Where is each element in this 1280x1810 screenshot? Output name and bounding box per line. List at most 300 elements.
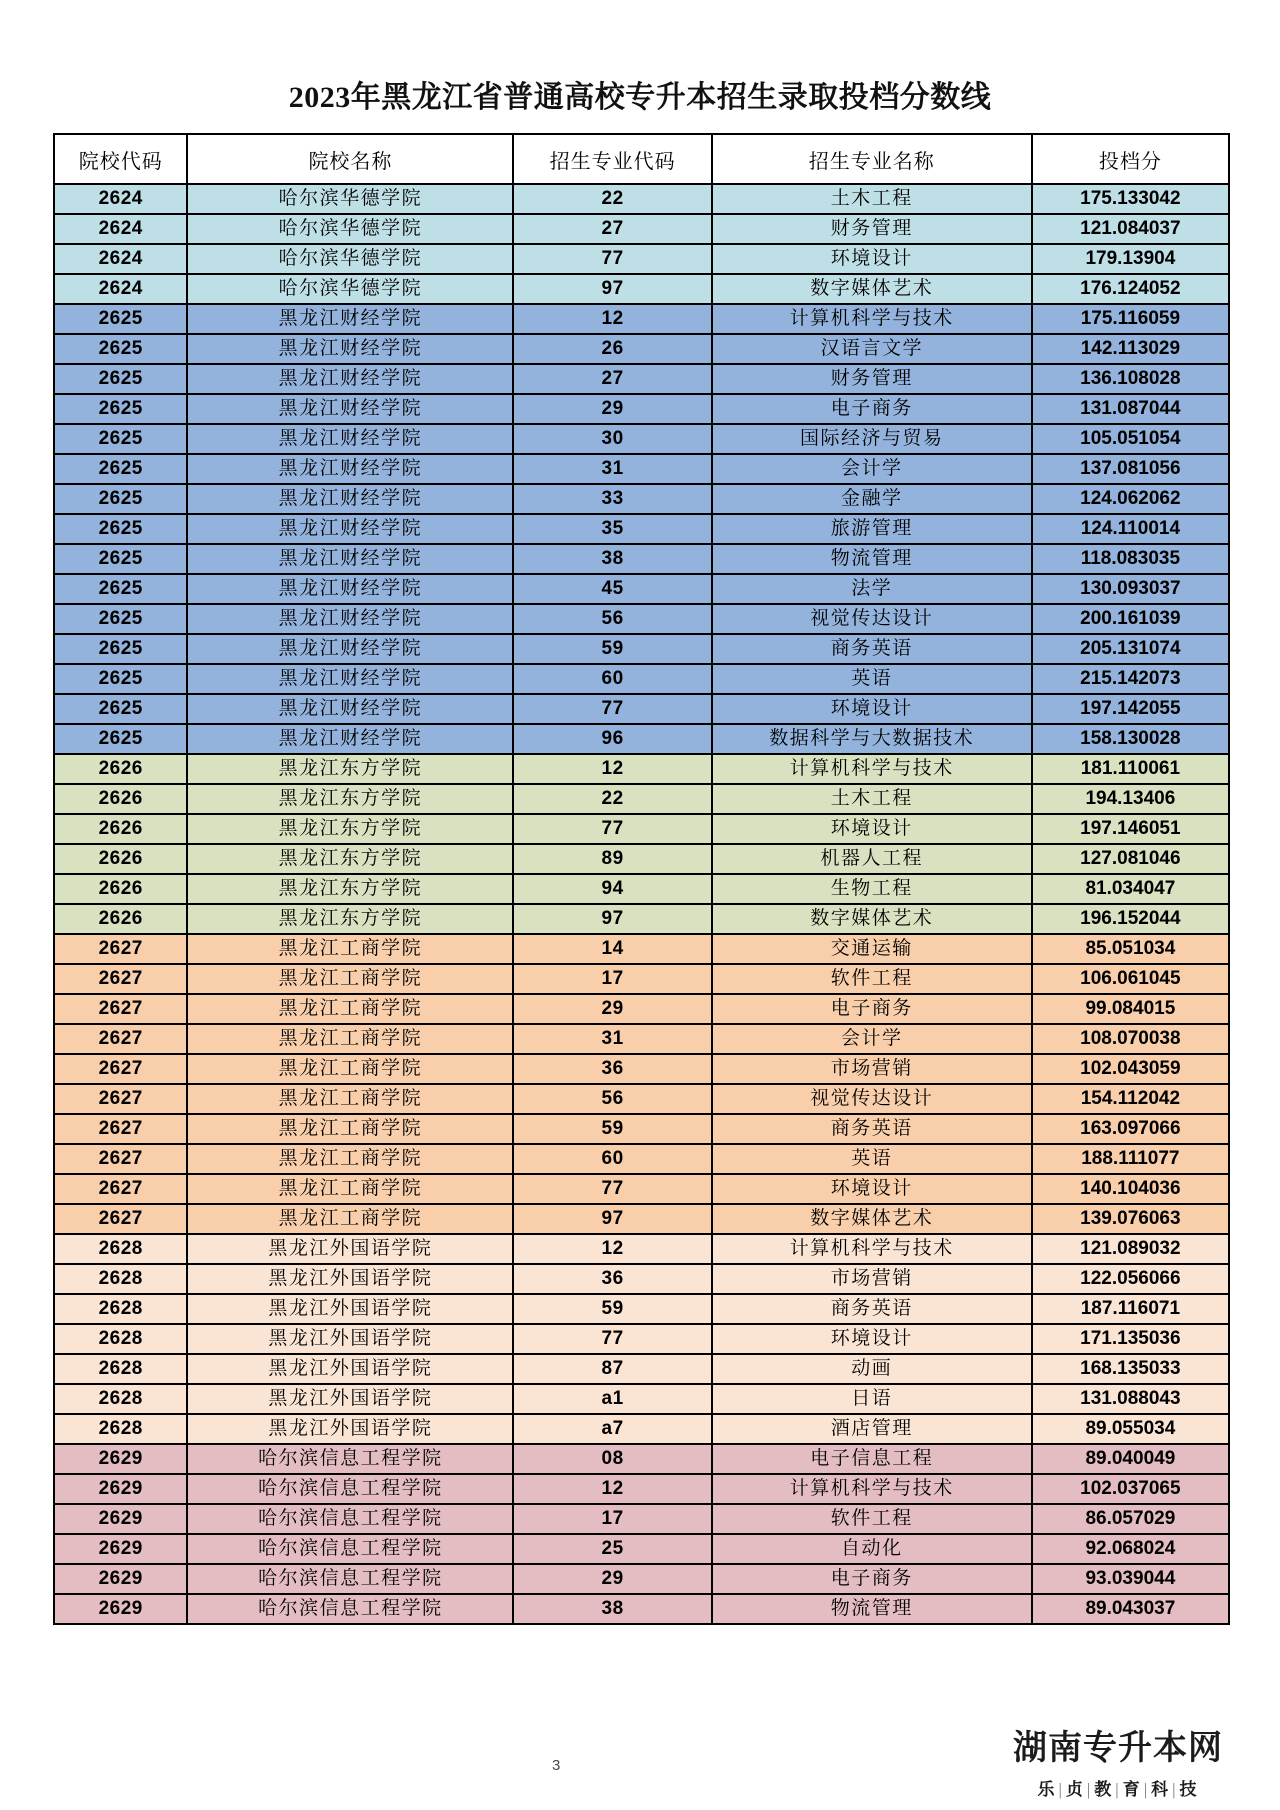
cell-major-code: 26 bbox=[513, 334, 711, 364]
cell-school-code: 2628 bbox=[54, 1234, 187, 1264]
cell-school-code: 2627 bbox=[54, 1144, 187, 1174]
cell-school-name: 黑龙江工商学院 bbox=[187, 1084, 513, 1114]
table-row bbox=[54, 424, 1229, 454]
cell-major-code: 97 bbox=[513, 1204, 711, 1234]
cell-major-code: 25 bbox=[513, 1534, 711, 1564]
cell-school-code: 2625 bbox=[54, 424, 187, 454]
cell-major-code: a1 bbox=[513, 1384, 711, 1414]
cell-score: 175.133042 bbox=[1032, 184, 1229, 214]
cell-school-code: 2628 bbox=[54, 1264, 187, 1294]
cell-school-name: 哈尔滨华德学院 bbox=[187, 244, 513, 274]
cell-school-code: 2624 bbox=[54, 274, 187, 304]
column-header-school-code: 院校代码 bbox=[54, 134, 187, 184]
cell-major-code: 77 bbox=[513, 694, 711, 724]
column-header-major-code: 招生专业代码 bbox=[513, 134, 711, 184]
cell-major-code: 59 bbox=[513, 1114, 711, 1144]
cell-score: 140.104036 bbox=[1032, 1174, 1229, 1204]
table-row bbox=[54, 514, 1229, 544]
cell-score: 163.097066 bbox=[1032, 1114, 1229, 1144]
cell-school-name: 哈尔滨信息工程学院 bbox=[187, 1534, 513, 1564]
cell-major-name: 会计学 bbox=[712, 1024, 1032, 1054]
cell-school-code: 2625 bbox=[54, 454, 187, 484]
cell-score: 106.061045 bbox=[1032, 964, 1229, 994]
cell-school-name: 哈尔滨华德学院 bbox=[187, 274, 513, 304]
cell-school-code: 2629 bbox=[54, 1594, 187, 1624]
table-header bbox=[54, 134, 1229, 184]
cell-school-code: 2625 bbox=[54, 664, 187, 694]
cell-score: 85.051034 bbox=[1032, 934, 1229, 964]
cell-score: 137.081056 bbox=[1032, 454, 1229, 484]
cell-school-code: 2628 bbox=[54, 1414, 187, 1444]
cell-major-name: 自动化 bbox=[712, 1534, 1032, 1564]
cell-major-name: 国际经济与贸易 bbox=[712, 424, 1032, 454]
table-row bbox=[54, 304, 1229, 334]
cell-score: 105.051054 bbox=[1032, 424, 1229, 454]
cell-school-name: 哈尔滨信息工程学院 bbox=[187, 1474, 513, 1504]
admission-score-table bbox=[53, 133, 1230, 1625]
cell-school-name: 哈尔滨华德学院 bbox=[187, 184, 513, 214]
watermark-char: 教 bbox=[1094, 1780, 1114, 1799]
cell-score: 154.112042 bbox=[1032, 1084, 1229, 1114]
cell-major-name: 法学 bbox=[712, 574, 1032, 604]
cell-major-code: 29 bbox=[513, 994, 711, 1024]
cell-school-name: 黑龙江财经学院 bbox=[187, 454, 513, 484]
cell-school-name: 黑龙江外国语学院 bbox=[187, 1264, 513, 1294]
cell-school-code: 2625 bbox=[54, 334, 187, 364]
cell-school-code: 2625 bbox=[54, 634, 187, 664]
cell-school-name: 黑龙江东方学院 bbox=[187, 784, 513, 814]
cell-score: 158.130028 bbox=[1032, 724, 1229, 754]
cell-school-code: 2627 bbox=[54, 1084, 187, 1114]
cell-major-code: 59 bbox=[513, 1294, 711, 1324]
cell-school-code: 2626 bbox=[54, 754, 187, 784]
cell-major-code: 36 bbox=[513, 1054, 711, 1084]
cell-school-name: 黑龙江工商学院 bbox=[187, 1114, 513, 1144]
table-row bbox=[54, 214, 1229, 244]
table-row bbox=[54, 994, 1229, 1024]
cell-school-name: 黑龙江财经学院 bbox=[187, 544, 513, 574]
cell-school-name: 黑龙江财经学院 bbox=[187, 694, 513, 724]
cell-school-code: 2625 bbox=[54, 544, 187, 574]
watermark-separator: | bbox=[1172, 1780, 1178, 1799]
cell-major-name: 机器人工程 bbox=[712, 844, 1032, 874]
cell-score: 188.111077 bbox=[1032, 1144, 1229, 1174]
cell-school-name: 黑龙江财经学院 bbox=[187, 424, 513, 454]
cell-major-name: 数据科学与大数据技术 bbox=[712, 724, 1032, 754]
cell-major-code: 17 bbox=[513, 964, 711, 994]
cell-school-code: 2625 bbox=[54, 394, 187, 424]
table-row bbox=[54, 904, 1229, 934]
cell-major-code: 60 bbox=[513, 664, 711, 694]
cell-major-name: 软件工程 bbox=[712, 1504, 1032, 1534]
cell-score: 81.034047 bbox=[1032, 874, 1229, 904]
cell-major-code: 22 bbox=[513, 184, 711, 214]
cell-school-code: 2629 bbox=[54, 1504, 187, 1534]
cell-major-code: 35 bbox=[513, 514, 711, 544]
cell-school-code: 2627 bbox=[54, 1024, 187, 1054]
cell-major-name: 计算机科学与技术 bbox=[712, 1474, 1032, 1504]
cell-major-code: 14 bbox=[513, 934, 711, 964]
cell-school-code: 2627 bbox=[54, 964, 187, 994]
table-row bbox=[54, 1054, 1229, 1084]
cell-major-name: 英语 bbox=[712, 1144, 1032, 1174]
cell-score: 93.039044 bbox=[1032, 1564, 1229, 1594]
cell-score: 124.110014 bbox=[1032, 514, 1229, 544]
cell-major-code: 27 bbox=[513, 364, 711, 394]
table-row bbox=[54, 964, 1229, 994]
cell-major-code: 56 bbox=[513, 1084, 711, 1114]
cell-school-name: 黑龙江东方学院 bbox=[187, 844, 513, 874]
cell-major-code: 87 bbox=[513, 1354, 711, 1384]
cell-school-name: 黑龙江东方学院 bbox=[187, 814, 513, 844]
cell-school-code: 2626 bbox=[54, 844, 187, 874]
table-row bbox=[54, 1444, 1229, 1474]
watermark-char: 科 bbox=[1151, 1780, 1171, 1799]
watermark-char: 育 bbox=[1122, 1780, 1142, 1799]
table-body bbox=[54, 184, 1229, 1624]
cell-major-code: 30 bbox=[513, 424, 711, 454]
table-row bbox=[54, 1024, 1229, 1054]
cell-major-code: 08 bbox=[513, 1444, 711, 1474]
cell-major-code: 60 bbox=[513, 1144, 711, 1174]
cell-school-name: 黑龙江财经学院 bbox=[187, 634, 513, 664]
table-row bbox=[54, 1534, 1229, 1564]
cell-major-code: 77 bbox=[513, 1324, 711, 1354]
cell-school-name: 黑龙江财经学院 bbox=[187, 604, 513, 634]
cell-major-name: 汉语言文学 bbox=[712, 334, 1032, 364]
cell-score: 139.076063 bbox=[1032, 1204, 1229, 1234]
cell-school-name: 黑龙江工商学院 bbox=[187, 1054, 513, 1084]
cell-school-code: 2629 bbox=[54, 1444, 187, 1474]
cell-major-code: 94 bbox=[513, 874, 711, 904]
cell-major-code: 12 bbox=[513, 1474, 711, 1504]
table-row bbox=[54, 1294, 1229, 1324]
cell-school-name: 哈尔滨信息工程学院 bbox=[187, 1564, 513, 1594]
cell-major-name: 环境设计 bbox=[712, 1174, 1032, 1204]
cell-score: 124.062062 bbox=[1032, 484, 1229, 514]
cell-score: 102.037065 bbox=[1032, 1474, 1229, 1504]
cell-school-name: 黑龙江东方学院 bbox=[187, 874, 513, 904]
cell-major-code: 29 bbox=[513, 394, 711, 424]
cell-score: 130.093037 bbox=[1032, 574, 1229, 604]
watermark-char: 技 bbox=[1179, 1780, 1199, 1799]
cell-school-name: 黑龙江外国语学院 bbox=[187, 1234, 513, 1264]
cell-school-name: 黑龙江财经学院 bbox=[187, 394, 513, 424]
cell-major-name: 市场营销 bbox=[712, 1264, 1032, 1294]
cell-score: 121.089032 bbox=[1032, 1234, 1229, 1264]
table-row bbox=[54, 1504, 1229, 1534]
table-row bbox=[54, 604, 1229, 634]
cell-school-name: 黑龙江财经学院 bbox=[187, 484, 513, 514]
watermark-site-name: 湖南专升本网 bbox=[1013, 1729, 1223, 1767]
cell-major-name: 环境设计 bbox=[712, 814, 1032, 844]
cell-score: 171.135036 bbox=[1032, 1324, 1229, 1354]
cell-major-name: 动画 bbox=[712, 1354, 1032, 1384]
cell-major-name: 环境设计 bbox=[712, 1324, 1032, 1354]
cell-major-name: 计算机科学与技术 bbox=[712, 754, 1032, 784]
table-row bbox=[54, 1564, 1229, 1594]
table-row bbox=[54, 454, 1229, 484]
cell-school-code: 2624 bbox=[54, 214, 187, 244]
cell-school-code: 2625 bbox=[54, 604, 187, 634]
cell-major-code: 31 bbox=[513, 454, 711, 484]
cell-score: 200.161039 bbox=[1032, 604, 1229, 634]
cell-score: 86.057029 bbox=[1032, 1504, 1229, 1534]
cell-school-name: 哈尔滨信息工程学院 bbox=[187, 1444, 513, 1474]
table-row bbox=[54, 184, 1229, 214]
table-row bbox=[54, 1144, 1229, 1174]
cell-score: 131.088043 bbox=[1032, 1384, 1229, 1414]
cell-major-name: 英语 bbox=[712, 664, 1032, 694]
cell-school-name: 黑龙江东方学院 bbox=[187, 754, 513, 784]
cell-major-code: 56 bbox=[513, 604, 711, 634]
cell-score: 136.108028 bbox=[1032, 364, 1229, 394]
cell-school-name: 哈尔滨信息工程学院 bbox=[187, 1594, 513, 1624]
cell-major-name: 视觉传达设计 bbox=[712, 604, 1032, 634]
cell-school-code: 2624 bbox=[54, 244, 187, 274]
cell-score: 108.070038 bbox=[1032, 1024, 1229, 1054]
table-row bbox=[54, 484, 1229, 514]
cell-score: 142.113029 bbox=[1032, 334, 1229, 364]
cell-school-name: 黑龙江财经学院 bbox=[187, 724, 513, 754]
cell-school-name: 黑龙江财经学院 bbox=[187, 304, 513, 334]
cell-school-name: 黑龙江财经学院 bbox=[187, 334, 513, 364]
cell-score: 197.146051 bbox=[1032, 814, 1229, 844]
column-header-school-name: 院校名称 bbox=[187, 134, 513, 184]
cell-major-code: 33 bbox=[513, 484, 711, 514]
watermark-separator: | bbox=[1143, 1780, 1150, 1799]
table-header-row bbox=[54, 134, 1229, 184]
cell-major-code: 12 bbox=[513, 754, 711, 784]
table-row bbox=[54, 1414, 1229, 1444]
cell-major-code: a7 bbox=[513, 1414, 711, 1444]
cell-score: 122.056066 bbox=[1032, 1264, 1229, 1294]
cell-major-code: 17 bbox=[513, 1504, 711, 1534]
table-row bbox=[54, 664, 1229, 694]
cell-score: 121.084037 bbox=[1032, 214, 1229, 244]
cell-score: 179.13904 bbox=[1032, 244, 1229, 274]
cell-school-code: 2626 bbox=[54, 904, 187, 934]
table-row bbox=[54, 1384, 1229, 1414]
cell-school-name: 黑龙江外国语学院 bbox=[187, 1294, 513, 1324]
table-row bbox=[54, 814, 1229, 844]
table-row bbox=[54, 244, 1229, 274]
cell-score: 205.131074 bbox=[1032, 634, 1229, 664]
cell-school-code: 2628 bbox=[54, 1324, 187, 1354]
cell-school-name: 黑龙江工商学院 bbox=[187, 934, 513, 964]
table-row bbox=[54, 394, 1229, 424]
column-header-score: 投档分 bbox=[1032, 134, 1229, 184]
cell-major-name: 土木工程 bbox=[712, 184, 1032, 214]
cell-school-code: 2625 bbox=[54, 364, 187, 394]
watermark-char: 乐 bbox=[1037, 1780, 1057, 1799]
cell-school-code: 2625 bbox=[54, 514, 187, 544]
table-row bbox=[54, 1324, 1229, 1354]
cell-school-name: 黑龙江财经学院 bbox=[187, 514, 513, 544]
cell-major-name: 电子商务 bbox=[712, 1564, 1032, 1594]
cell-major-code: 38 bbox=[513, 544, 711, 574]
cell-major-name: 商务英语 bbox=[712, 1294, 1032, 1324]
cell-major-code: 77 bbox=[513, 244, 711, 274]
cell-major-name: 数字媒体艺术 bbox=[712, 1204, 1032, 1234]
cell-score: 168.135033 bbox=[1032, 1354, 1229, 1384]
table-row bbox=[54, 634, 1229, 664]
cell-score: 89.055034 bbox=[1032, 1414, 1229, 1444]
cell-school-name: 黑龙江财经学院 bbox=[187, 574, 513, 604]
cell-score: 194.13406 bbox=[1032, 784, 1229, 814]
cell-school-code: 2626 bbox=[54, 784, 187, 814]
cell-school-code: 2628 bbox=[54, 1294, 187, 1324]
cell-major-code: 97 bbox=[513, 904, 711, 934]
table-row bbox=[54, 1264, 1229, 1294]
cell-score: 175.116059 bbox=[1032, 304, 1229, 334]
table-row bbox=[54, 934, 1229, 964]
cell-major-name: 计算机科学与技术 bbox=[712, 1234, 1032, 1264]
watermark-separator: | bbox=[1086, 1780, 1093, 1799]
cell-school-name: 黑龙江工商学院 bbox=[187, 1204, 513, 1234]
cell-school-code: 2628 bbox=[54, 1354, 187, 1384]
table-row bbox=[54, 334, 1229, 364]
cell-major-name: 财务管理 bbox=[712, 364, 1032, 394]
cell-major-name: 电子商务 bbox=[712, 394, 1032, 424]
table-row bbox=[54, 724, 1229, 754]
cell-major-name: 计算机科学与技术 bbox=[712, 304, 1032, 334]
cell-school-code: 2626 bbox=[54, 874, 187, 904]
cell-school-name: 黑龙江财经学院 bbox=[187, 364, 513, 394]
watermark-separator: | bbox=[1058, 1780, 1064, 1799]
cell-score: 102.043059 bbox=[1032, 1054, 1229, 1084]
cell-school-name: 黑龙江外国语学院 bbox=[187, 1354, 513, 1384]
cell-major-name: 电子信息工程 bbox=[712, 1444, 1032, 1474]
cell-major-name: 交通运输 bbox=[712, 934, 1032, 964]
cell-major-code: 77 bbox=[513, 1174, 711, 1204]
cell-major-code: 12 bbox=[513, 304, 711, 334]
table-row bbox=[54, 1234, 1229, 1264]
cell-school-code: 2625 bbox=[54, 694, 187, 724]
cell-major-code: 27 bbox=[513, 214, 711, 244]
cell-major-name: 物流管理 bbox=[712, 1594, 1032, 1624]
cell-score: 196.152044 bbox=[1032, 904, 1229, 934]
cell-school-code: 2626 bbox=[54, 814, 187, 844]
cell-major-name: 数字媒体艺术 bbox=[712, 904, 1032, 934]
cell-major-name: 日语 bbox=[712, 1384, 1032, 1414]
table-row bbox=[54, 1594, 1229, 1624]
cell-school-name: 黑龙江财经学院 bbox=[187, 664, 513, 694]
cell-score: 187.116071 bbox=[1032, 1294, 1229, 1324]
table-row bbox=[54, 784, 1229, 814]
cell-major-code: 31 bbox=[513, 1024, 711, 1054]
cell-school-code: 2629 bbox=[54, 1474, 187, 1504]
cell-school-code: 2625 bbox=[54, 574, 187, 604]
cell-school-code: 2625 bbox=[54, 724, 187, 754]
cell-school-code: 2627 bbox=[54, 994, 187, 1024]
cell-score: 89.040049 bbox=[1032, 1444, 1229, 1474]
table-row bbox=[54, 574, 1229, 604]
cell-major-name: 视觉传达设计 bbox=[712, 1084, 1032, 1114]
cell-school-code: 2628 bbox=[54, 1384, 187, 1414]
cell-school-code: 2625 bbox=[54, 304, 187, 334]
cell-major-code: 77 bbox=[513, 814, 711, 844]
cell-school-name: 哈尔滨信息工程学院 bbox=[187, 1504, 513, 1534]
cell-major-name: 环境设计 bbox=[712, 694, 1032, 724]
cell-school-code: 2627 bbox=[54, 934, 187, 964]
cell-major-name: 生物工程 bbox=[712, 874, 1032, 904]
cell-school-name: 黑龙江工商学院 bbox=[187, 964, 513, 994]
table-row bbox=[54, 1114, 1229, 1144]
cell-major-name: 数字媒体艺术 bbox=[712, 274, 1032, 304]
cell-major-code: 36 bbox=[513, 1264, 711, 1294]
cell-score: 89.043037 bbox=[1032, 1594, 1229, 1624]
cell-school-name: 黑龙江外国语学院 bbox=[187, 1414, 513, 1444]
cell-school-code: 2629 bbox=[54, 1564, 187, 1594]
cell-major-name: 环境设计 bbox=[712, 244, 1032, 274]
cell-score: 118.083035 bbox=[1032, 544, 1229, 574]
cell-major-code: 22 bbox=[513, 784, 711, 814]
cell-major-name: 市场营销 bbox=[712, 1054, 1032, 1084]
table-row bbox=[54, 1474, 1229, 1504]
cell-major-code: 96 bbox=[513, 724, 711, 754]
table-row bbox=[54, 1174, 1229, 1204]
cell-school-name: 黑龙江外国语学院 bbox=[187, 1384, 513, 1414]
cell-major-code: 97 bbox=[513, 274, 711, 304]
cell-major-name: 财务管理 bbox=[712, 214, 1032, 244]
cell-major-code: 29 bbox=[513, 1564, 711, 1594]
cell-school-code: 2624 bbox=[54, 184, 187, 214]
table-row bbox=[54, 754, 1229, 784]
cell-score: 127.081046 bbox=[1032, 844, 1229, 874]
cell-school-code: 2627 bbox=[54, 1204, 187, 1234]
table-row bbox=[54, 364, 1229, 394]
table-row bbox=[54, 274, 1229, 304]
table-row bbox=[54, 874, 1229, 904]
table-row bbox=[54, 1084, 1229, 1114]
cell-major-name: 物流管理 bbox=[712, 544, 1032, 574]
cell-major-name: 会计学 bbox=[712, 454, 1032, 484]
cell-school-name: 黑龙江工商学院 bbox=[187, 1024, 513, 1054]
cell-score: 181.110061 bbox=[1032, 754, 1229, 784]
table-row bbox=[54, 544, 1229, 574]
cell-major-code: 59 bbox=[513, 634, 711, 664]
cell-school-name: 黑龙江东方学院 bbox=[187, 904, 513, 934]
cell-school-name: 黑龙江工商学院 bbox=[187, 1144, 513, 1174]
cell-major-name: 旅游管理 bbox=[712, 514, 1032, 544]
cell-school-code: 2627 bbox=[54, 1054, 187, 1084]
table-row bbox=[54, 844, 1229, 874]
table-row bbox=[54, 694, 1229, 724]
watermark-separator: | bbox=[1115, 1780, 1121, 1799]
cell-major-name: 电子商务 bbox=[712, 994, 1032, 1024]
cell-major-name: 土木工程 bbox=[712, 784, 1032, 814]
cell-major-name: 商务英语 bbox=[712, 634, 1032, 664]
cell-major-code: 38 bbox=[513, 1594, 711, 1624]
cell-score: 99.084015 bbox=[1032, 994, 1229, 1024]
cell-major-name: 酒店管理 bbox=[712, 1414, 1032, 1444]
cell-major-code: 45 bbox=[513, 574, 711, 604]
cell-score: 176.124052 bbox=[1032, 274, 1229, 304]
cell-school-name: 黑龙江工商学院 bbox=[187, 1174, 513, 1204]
cell-major-code: 89 bbox=[513, 844, 711, 874]
cell-major-code: 12 bbox=[513, 1234, 711, 1264]
page-title: 2023年黑龙江省普通高校专升本招生录取投档分数线 bbox=[288, 81, 992, 114]
cell-school-name: 哈尔滨华德学院 bbox=[187, 214, 513, 244]
cell-major-name: 金融学 bbox=[712, 484, 1032, 514]
cell-score: 131.087044 bbox=[1032, 394, 1229, 424]
cell-score: 197.142055 bbox=[1032, 694, 1229, 724]
cell-school-code: 2627 bbox=[54, 1114, 187, 1144]
cell-school-code: 2625 bbox=[54, 484, 187, 514]
cell-school-code: 2629 bbox=[54, 1534, 187, 1564]
cell-major-name: 软件工程 bbox=[712, 964, 1032, 994]
